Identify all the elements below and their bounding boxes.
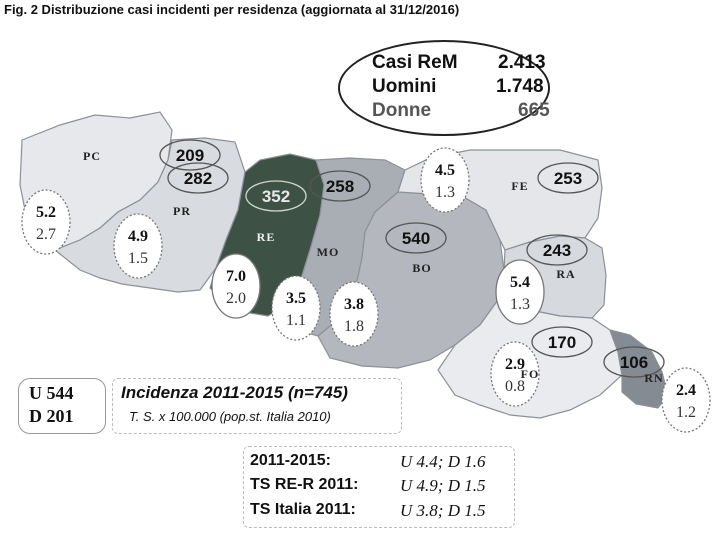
province-re-rate-circle (212, 254, 260, 318)
totals-oval (338, 40, 550, 136)
province-bo-rate-women: 1.8 (344, 318, 364, 335)
legend-men-women (18, 378, 106, 434)
province-rn-rate-circle (662, 368, 710, 432)
province-mo-code: MO (316, 245, 340, 259)
total-women-row (372, 100, 550, 122)
province-mo-rate-men: 3.5 (286, 290, 306, 307)
province-pr-rate-circle (114, 214, 162, 278)
province-re-cases: 352 (261, 187, 291, 206)
province-bo-cases: 540 (401, 229, 431, 248)
province-pr-rate-women: 1.5 (128, 250, 148, 267)
province-fe-code: FE (511, 179, 529, 193)
province-bo-rate-circle (330, 282, 378, 346)
province-pr-rate-men: 4.9 (128, 228, 148, 245)
province-pc-rate-circle (22, 190, 70, 254)
stat-row (250, 476, 510, 498)
province-fo-code: FO (520, 367, 540, 381)
province-ra-rate-men: 5.4 (510, 274, 530, 291)
stats-box (243, 446, 515, 528)
province-pc-cases: 209 (175, 146, 205, 165)
province-pc-code: PC (83, 149, 101, 163)
incidence-subtitle: T. S. x 100.000 (pop.st. Italia 2010) (129, 409, 331, 424)
province-fo-cases: 170 (547, 333, 577, 352)
figure-title: Fig. 2 Distribuzione casi incidenti per residenza (aggiornata al 31/12/2016) (4, 2, 460, 17)
legend-women: D 201 (29, 406, 74, 426)
province-ra-rate-circle (496, 260, 544, 324)
total-women-label: Donne (372, 100, 432, 121)
province-mo-rate-circle (272, 276, 320, 340)
province-ra-rate-women: 1.3 (510, 296, 530, 313)
stat-row (250, 452, 510, 474)
total-men-value: 1.748 (496, 76, 544, 97)
province-bo-code: BO (412, 261, 432, 275)
province-mo-cases: 258 (325, 177, 355, 196)
stat-label: TS Italia 2011: (250, 501, 356, 518)
stat-value: U 3.8; D 1.5 (400, 501, 486, 520)
province-rn-code: RN (644, 371, 664, 385)
province-re-rate-men: 7.0 (226, 268, 246, 285)
province-pr-code: PR (173, 204, 191, 218)
province-bo-rate-men: 3.8 (344, 296, 364, 313)
province-re-code: RE (256, 230, 276, 244)
province-ra-code: RA (556, 267, 576, 281)
total-cases-label: Casi ReM (372, 52, 458, 73)
province-pc-rate-women: 2.7 (36, 226, 56, 243)
stat-value: U 4.4; D 1.6 (400, 452, 486, 471)
stat-label: 2011-2015: (250, 452, 331, 469)
province-rn-cases: 106 (619, 353, 649, 372)
province-fo-rate-women: 0.8 (505, 378, 525, 395)
province-pr-cases: 282 (183, 169, 213, 188)
stat-row (250, 501, 510, 523)
incidence-title: Incidenza 2011-2015 (n=745) (121, 383, 348, 402)
total-cases-value: 2.413 (498, 52, 546, 73)
province-fo-rate-men: 2.9 (505, 356, 525, 373)
province-rn-rate-men: 2.4 (676, 382, 696, 399)
province-fe-rate-women: 1.3 (435, 184, 455, 201)
province-pc-rate-men: 5.2 (36, 204, 56, 221)
province-fe-rate-circle (421, 148, 469, 212)
legend-men: U 544 (29, 383, 74, 403)
incidence-legend (112, 378, 402, 434)
province-fe-cases: 253 (553, 169, 583, 188)
province-re-rate-women: 2.0 (226, 290, 246, 307)
total-cases-row (372, 52, 546, 74)
province-mo-rate-women: 1.1 (286, 312, 306, 329)
total-men-label: Uomini (372, 76, 437, 97)
stat-value: U 4.9; D 1.5 (400, 476, 486, 495)
total-men-row (372, 76, 544, 98)
province-ra-cases: 243 (542, 241, 572, 260)
stat-label: TS RE-R 2011: (250, 476, 359, 493)
total-women-value: 665 (518, 100, 550, 121)
province-rn-rate-women: 1.2 (676, 404, 696, 421)
province-fe-rate-men: 4.5 (435, 162, 455, 179)
